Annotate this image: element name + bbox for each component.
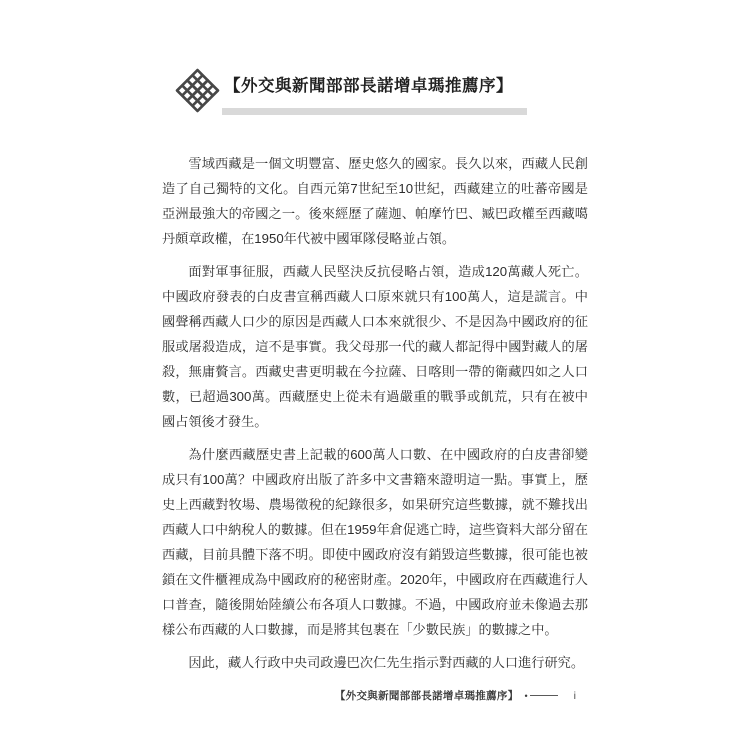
body-paragraphs [162, 151, 588, 683]
text-line: 服或屠殺造成，這不是事實。我父母那一代的藏人都記得中國對藏人的屠 [162, 339, 588, 354]
text-line: 中國政府發表的白皮書宣稱西藏人口原來就只有100萬人，這是謊言。中 [162, 289, 588, 304]
text-line: 史上西藏對牧場、農場徵稅的紀錄很多，如果研究這些數據，就不難找出 [162, 497, 588, 512]
text-line: 鎖在文件櫃裡成為中國政府的秘密財產。2020年，中國政府在西藏進行人 [162, 572, 588, 587]
text-line: 造了自己獨特的文化。自西元第7世紀至10世紀，西藏建立的吐蕃帝國是 [162, 181, 588, 196]
text-line: 殺，無庸贅言。西藏史書更明載在今拉薩、日喀則一帶的衛藏四如之人口 [162, 364, 588, 379]
text-line: 丹頗章政權，在1950年代被中國軍隊侵略並占領。 [162, 231, 456, 246]
paragraph [162, 151, 588, 251]
chapter-title: 【外交與新聞部部長諾增卓瑪推薦序】 [224, 77, 513, 95]
text-line: 因此，藏人行政中央司政邊巴次仁先生指示對西藏的人口進行研究。 [188, 655, 585, 670]
text-line: 亞洲最強大的帝國之一。後來經歷了薩迦、帕摩竹巴、臧巴政權至西藏噶 [162, 206, 588, 221]
text-line: 口普查，隨後開始陸續公布各項人口數據。不過，中國政府並未像過去那 [162, 597, 588, 612]
footer-dash-line [530, 695, 558, 696]
page-footer [162, 688, 582, 703]
paragraph [162, 442, 588, 642]
text-line: 面對軍事征服，西藏人民堅決反抗侵略占領，造成120萬藏人死亡。 [188, 264, 588, 279]
text-line: 國占領後才發生。 [162, 414, 268, 429]
footer-bullet: • [524, 690, 528, 701]
text-line: 為什麼西藏歷史書上記載的600萬人口數、在中國政府的白皮書卻變 [188, 447, 588, 462]
text-line: 樣公布西藏的人口數據，而是將其包裹在「少數民族」的數據之中。 [162, 622, 558, 637]
paragraph [162, 259, 588, 434]
text-line: 數，已超過300萬。西藏歷史上從未有過嚴重的戰爭或飢荒，只有在被中 [162, 389, 588, 404]
divider-rule [222, 108, 527, 115]
text-line: 西藏，目前具體下落不明。即使中國政府沒有銷毀這些數據，很可能也被 [162, 547, 588, 562]
text-line: 成只有100萬？中國政府出版了許多中文書籍來證明這一點。事實上，歷 [162, 472, 588, 487]
text-line: 國聲稱西藏人口少的原因是西藏人口本來就很少、不是因為中國政府的征 [162, 314, 588, 329]
endless-knot-icon [175, 68, 220, 113]
page-number: i [573, 689, 576, 702]
footer-running-title: 【外交與新聞部部長諾增卓瑪推薦序】 [334, 690, 519, 702]
paragraph [162, 650, 588, 675]
text-line: 西藏人口中納稅人的數據。但在1959年倉促逃亡時，這些資料大部分留在 [162, 522, 588, 537]
text-line: 雪域西藏是一個文明豐富、歷史悠久的國家。長久以來，西藏人民創 [188, 156, 588, 171]
